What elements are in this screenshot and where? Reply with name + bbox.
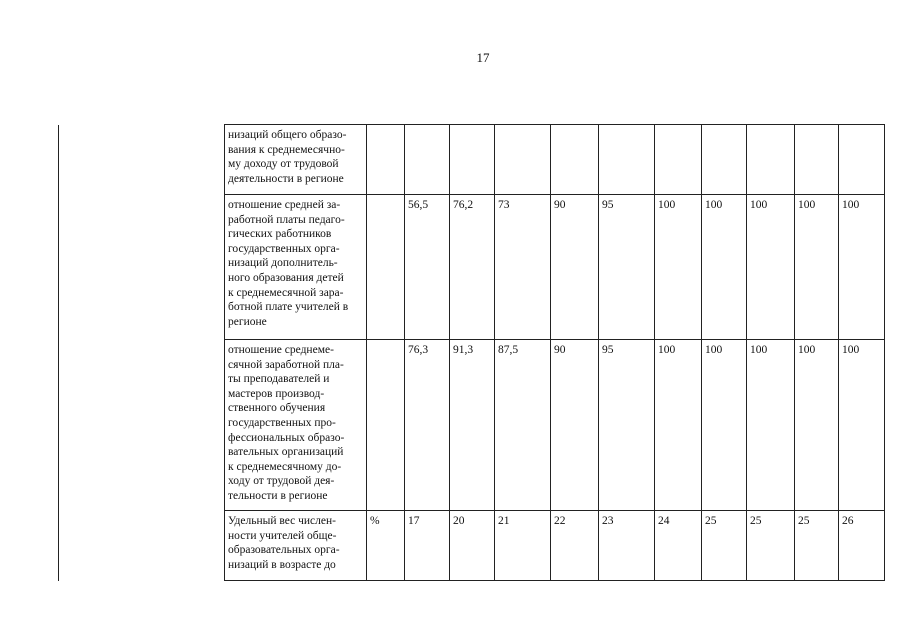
value-cell: 100 — [655, 340, 702, 511]
description-line: отношение средней за- — [228, 199, 341, 211]
description-line: ходу от трудовой дея- — [228, 475, 335, 488]
value-cell: 20 — [450, 511, 495, 581]
value-cell — [599, 125, 655, 195]
blank-cell — [59, 511, 225, 581]
description-line: низаций дополнитель- — [228, 257, 338, 270]
description-line: ного образования детей — [228, 271, 344, 284]
value-cell: 73 — [495, 195, 551, 340]
unit-cell — [367, 195, 405, 340]
indicator-description — [225, 340, 367, 511]
indicator-description — [225, 125, 367, 195]
description-line: ботной плате учителей в — [228, 301, 349, 314]
value-cell: 25 — [747, 511, 795, 581]
description-line: мастеров производ- — [228, 387, 325, 400]
value-cell: 21 — [495, 511, 551, 581]
table-row — [59, 511, 885, 581]
description-line: тельности в регионе — [228, 489, 328, 502]
unit-cell — [367, 125, 405, 195]
description-line: сячной заработной пла- — [228, 358, 344, 371]
description-line: к среднемесячной зара- — [228, 286, 344, 299]
description-line: регионе — [228, 315, 267, 328]
table-row — [59, 340, 885, 511]
indicator-description — [225, 511, 367, 581]
value-cell: 17 — [405, 511, 450, 581]
description-line: работной платы педаго- — [228, 213, 345, 226]
value-cell: 26 — [839, 511, 885, 581]
value-cell — [839, 125, 885, 195]
value-cell: 56,5 — [405, 195, 450, 340]
value-cell: 23 — [599, 511, 655, 581]
value-cell: 100 — [839, 195, 885, 340]
description-line: Удельный вес числен- — [228, 515, 336, 527]
description-line: образовательных орга- — [228, 544, 340, 557]
blank-cell — [59, 125, 225, 195]
indicator-description — [225, 195, 367, 340]
unit-cell: % — [367, 511, 405, 581]
value-cell: 76,2 — [450, 195, 495, 340]
description-line: ственного обучения — [228, 402, 326, 415]
value-cell — [702, 125, 747, 195]
value-cell: 87,5 — [495, 340, 551, 511]
value-cell: 90 — [551, 340, 599, 511]
value-cell — [405, 125, 450, 195]
description-line: к среднемесячному до- — [228, 460, 342, 473]
value-cell: 100 — [747, 195, 795, 340]
description-line: вания к среднемесячно- — [228, 143, 345, 156]
description-line: ты преподавателей и — [228, 373, 330, 386]
table-row — [59, 195, 885, 340]
indicator-table — [58, 124, 885, 581]
description-line: государственных про- — [228, 416, 336, 429]
blank-cell — [59, 340, 225, 511]
value-cell: 22 — [551, 511, 599, 581]
value-cell — [795, 125, 839, 195]
value-cell: 95 — [599, 195, 655, 340]
value-cell: 95 — [599, 340, 655, 511]
value-cell: 100 — [702, 195, 747, 340]
value-cell: 24 — [655, 511, 702, 581]
description-line: деятельности в регионе — [228, 172, 344, 185]
value-cell — [495, 125, 551, 195]
value-cell: 100 — [795, 195, 839, 340]
value-cell — [747, 125, 795, 195]
value-cell — [655, 125, 702, 195]
value-cell: 25 — [795, 511, 839, 581]
unit-cell — [367, 340, 405, 511]
value-cell — [450, 125, 495, 195]
value-cell: 91,3 — [450, 340, 495, 511]
value-cell: 100 — [747, 340, 795, 511]
description-line: вательных организаций — [228, 446, 344, 459]
value-cell: 100 — [702, 340, 747, 511]
description-line: низаций в возрасте до — [228, 558, 336, 571]
description-line: отношение среднеме- — [228, 344, 334, 356]
value-cell — [551, 125, 599, 195]
value-cell: 25 — [702, 511, 747, 581]
blank-cell — [59, 195, 225, 340]
page-number: 17 — [476, 50, 490, 65]
value-cell: 100 — [839, 340, 885, 511]
value-cell: 90 — [551, 195, 599, 340]
table-row — [59, 125, 885, 195]
description-line: государственных орга- — [228, 242, 340, 255]
description-line: гических работников — [228, 228, 332, 241]
description-line: ности учителей обще- — [228, 529, 337, 542]
description-line: фессиональных образо- — [228, 431, 345, 444]
description-line: му доходу от трудовой — [228, 158, 339, 171]
description-line: низаций общего образо- — [228, 129, 347, 141]
value-cell: 100 — [795, 340, 839, 511]
value-cell: 76,3 — [405, 340, 450, 511]
value-cell: 100 — [655, 195, 702, 340]
